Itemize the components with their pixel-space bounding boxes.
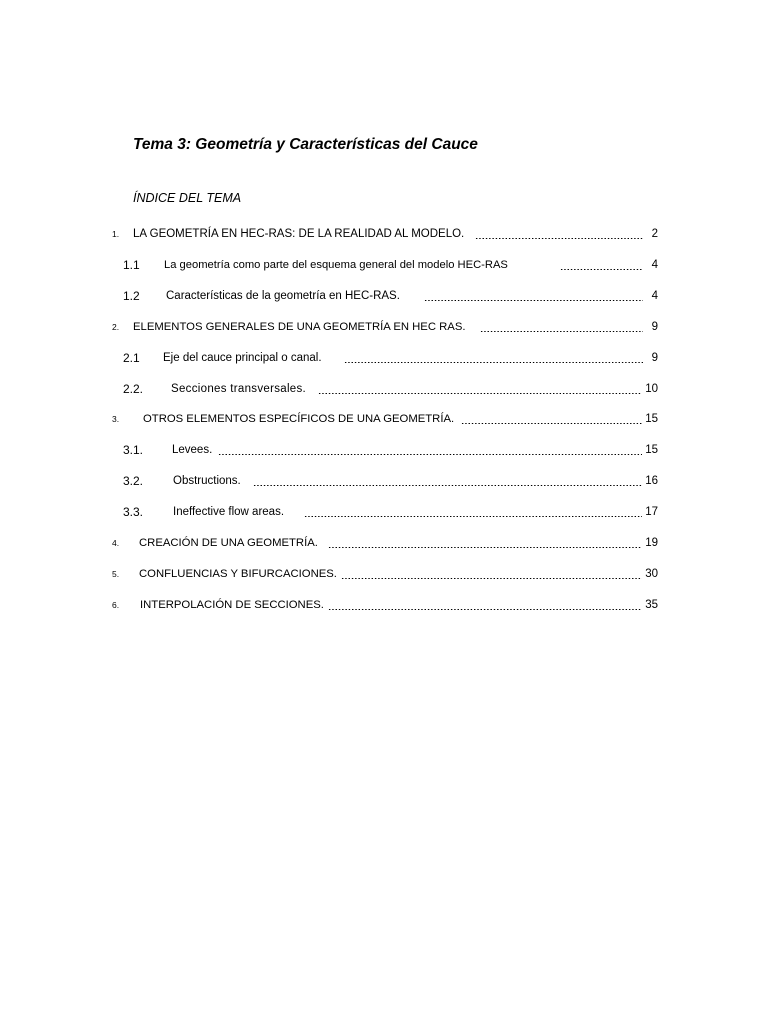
toc-entry-label: INTERPOLACIÓN DE SECCIONES. — [140, 599, 324, 611]
toc-entry-page: 15 — [645, 444, 658, 456]
toc-entry-number: 1.2 — [123, 289, 140, 303]
toc-entry-page: 9 — [651, 321, 658, 333]
toc-entry-number: 1. — [112, 229, 120, 239]
toc-entry-label: CONFLUENCIAS Y BIFURCACIONES. — [139, 568, 337, 580]
toc-entry-leader — [560, 256, 643, 274]
index-heading: ÍNDICE DEL TEMA — [133, 191, 242, 205]
toc-entry[interactable] — [112, 287, 658, 305]
toc-entry-label: OTROS ELEMENTOS ESPECÍFICOS DE UNA GEOMETRÍA. — [143, 413, 455, 425]
toc-entry[interactable] — [112, 256, 658, 274]
toc-entry-number: 2.1 — [123, 351, 140, 365]
toc-entry-leader — [475, 225, 643, 243]
toc-entry-leader — [253, 472, 642, 490]
toc-entry-page: 4 — [651, 259, 658, 271]
toc-entry-number: 3. — [112, 414, 120, 424]
page-title-prefix: Tema 3 — [133, 136, 186, 153]
toc-entry-number: 3.2. — [123, 474, 144, 488]
toc-entry-page: 15 — [645, 413, 658, 425]
toc-entry-page: 10 — [645, 383, 658, 395]
toc-entry[interactable] — [112, 410, 658, 428]
toc-entry-label: LA GEOMETRÍA EN HEC-RAS: DE LA REALIDAD AL MODELO. — [133, 228, 465, 240]
toc-entry-page: 30 — [645, 568, 658, 580]
toc-entry-label: CREACIÓN DE UNA GEOMETRÍA. — [139, 537, 318, 549]
toc-entry-label: ELEMENTOS GENERALES DE UNA GEOMETRÍA EN HEC RAS. — [133, 321, 466, 333]
toc-entry-number: 5. — [112, 569, 120, 579]
toc-entry[interactable] — [112, 472, 658, 490]
toc-entry-leader — [318, 380, 642, 398]
toc-entry-number: 3.3. — [123, 505, 144, 519]
toc-entry[interactable] — [112, 380, 658, 398]
toc-entry-number: 3.1. — [123, 443, 144, 457]
toc-entry[interactable] — [112, 596, 658, 614]
toc-entry[interactable] — [112, 503, 658, 521]
toc-entry-number: 2. — [112, 322, 120, 332]
toc-entry-page: 19 — [645, 537, 658, 549]
toc-entry[interactable] — [112, 349, 658, 367]
toc-entry-leader — [218, 441, 642, 459]
toc-entry[interactable] — [112, 534, 658, 552]
toc-entry-label: Obstructions. — [173, 475, 241, 487]
toc-entry[interactable] — [112, 225, 658, 243]
toc-entry-label: Eje del cauce principal o canal. — [163, 352, 322, 364]
toc-entry-page: 9 — [651, 352, 658, 364]
toc-entry-page: 2 — [651, 228, 658, 240]
toc-entry-label: Características de la geometría en HEC-RAS. — [166, 290, 400, 302]
toc-entry-number: 4. — [112, 538, 120, 548]
toc-entry-leader — [344, 349, 643, 367]
toc-entry-leader — [304, 503, 642, 521]
toc-entry-leader — [461, 410, 643, 428]
toc-entry[interactable] — [112, 441, 658, 459]
toc-entry-number: 2.2. — [123, 382, 144, 396]
toc-entry-leader — [424, 287, 643, 305]
toc-entry-label: La geometría como parte del esquema general del modelo HEC-RAS — [164, 259, 508, 271]
toc-entry-label: Levees. — [172, 444, 213, 456]
toc-entry-leader — [341, 565, 642, 583]
toc-entry-leader — [328, 534, 642, 552]
toc-entry-number: 6. — [112, 600, 120, 610]
toc-entry-leader — [480, 318, 643, 336]
toc-entry-page: 17 — [645, 506, 658, 518]
toc-entry-leader — [328, 596, 642, 614]
toc-entry[interactable] — [112, 318, 658, 336]
toc-entry-label: Ineffective flow areas. — [173, 506, 285, 518]
toc-entry-page: 4 — [651, 290, 658, 302]
page-title — [133, 136, 478, 154]
page-title-rest: : Geometría y Características del Cauce — [185, 136, 478, 153]
toc-entry[interactable] — [112, 565, 658, 583]
toc-entry-label: Secciones transversales. — [171, 383, 307, 395]
toc-entry-number: 1.1 — [123, 258, 140, 272]
toc-entry-page: 16 — [645, 475, 658, 487]
toc-entry-page: 35 — [645, 599, 658, 611]
